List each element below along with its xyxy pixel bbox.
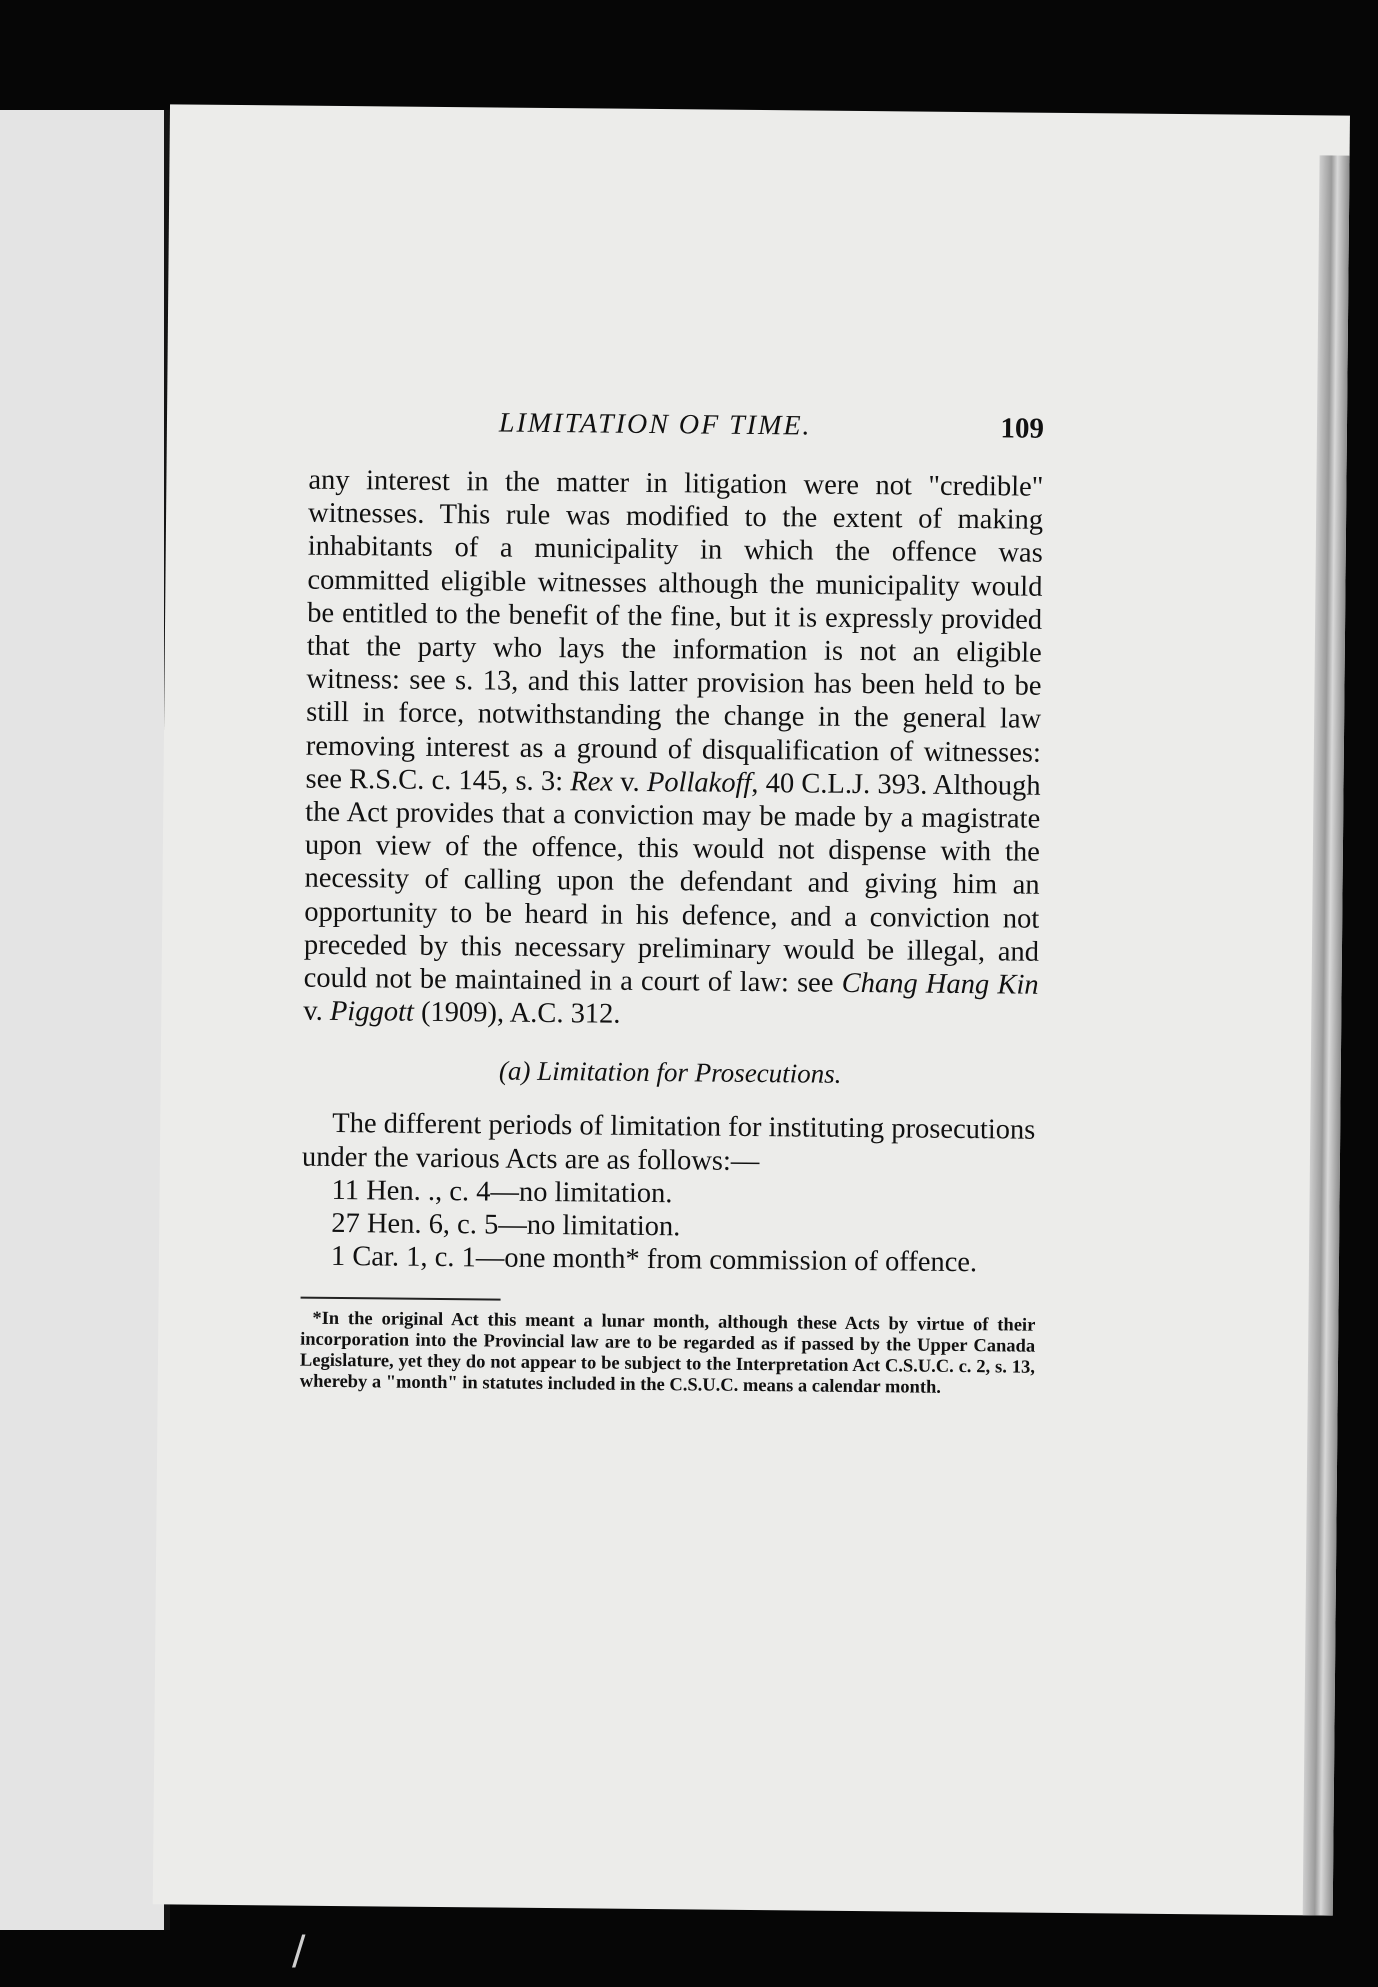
body-paragraph: The different periods of limitation for instituting prosecutions under the various Acts are as follows:— <box>301 1108 1036 1177</box>
bottom-mark: / <box>292 1928 306 1974</box>
facing-page <box>0 110 168 1930</box>
subheading-marker: (a) <box>498 1055 531 1087</box>
case-name: Pollakoff <box>646 766 752 799</box>
case-name: Rex <box>570 766 614 798</box>
footnote-rule <box>301 1297 501 1301</box>
paragraph-text: , 40 C.L.J. 393. Although the Act provides that a conviction may be made by a magistrate upon view of the offence, this would not dispense with the necessity of calling upon the defendant and giving him an opportunity to be heard in his defence, and a conviction not preceded by this necessary preliminary would be illegal, and could not be maintained in a court of law: see <box>303 767 1041 999</box>
case-name: Chang Hang Kin <box>841 967 1039 1001</box>
case-name: Piggott <box>329 996 415 1028</box>
paragraph-text: (1909), A.C. 312. <box>413 996 621 1030</box>
footnote: *In the original Act this meant a lunar month, although these Acts by virtue of their incorporation into the Provincial law are to be regarded as if passed by the Upper Canada Legislature, yet they do not appear to be subject to the Interpretation Act C.S.U.C. c. 2, s. 13, whereby a "month" in statutes included in the C.S.U.C. means a calendar month. <box>299 1309 1036 1399</box>
section-subheading <box>303 1054 1038 1092</box>
case-versus: v. <box>612 766 648 798</box>
book-page <box>153 104 1350 1915</box>
text-block <box>300 406 1044 1400</box>
running-head-title: LIMITATION OF TIME. <box>498 407 812 442</box>
page-number: 109 <box>1000 412 1045 445</box>
body-paragraph <box>303 464 1043 1035</box>
list-item: 11 Hen. ., c. 4—no limitation. <box>331 1174 673 1210</box>
subheading-text: Limitation for Prosecutions. <box>537 1056 842 1090</box>
case-versus: v. <box>303 995 331 1028</box>
list-item: 27 Hen. 6, c. 5—no limitation. <box>331 1207 681 1243</box>
page-edge <box>1303 155 1350 1915</box>
paragraph-text: any interest in the matter in litigation were not "credible" witnesses. This rule was modified to the extent of making inhabitants of a municipality in which the offence was committed eligible witnesses although the municipality would be entitled to the benefit of the fine, but it is expressly provided that the party who lays the information is not an eligible witness: see s. 13, and this latter provision has been held to be still in force, notwithstanding the change in the general law removing interest as a ground of disqualification of witnesses: see R.S.C. c. 145, s. 3: <box>305 464 1044 797</box>
running-head <box>309 406 1044 465</box>
list-item: 1 Car. 1, c. 1—one month* from commission of offence. <box>330 1241 978 1279</box>
